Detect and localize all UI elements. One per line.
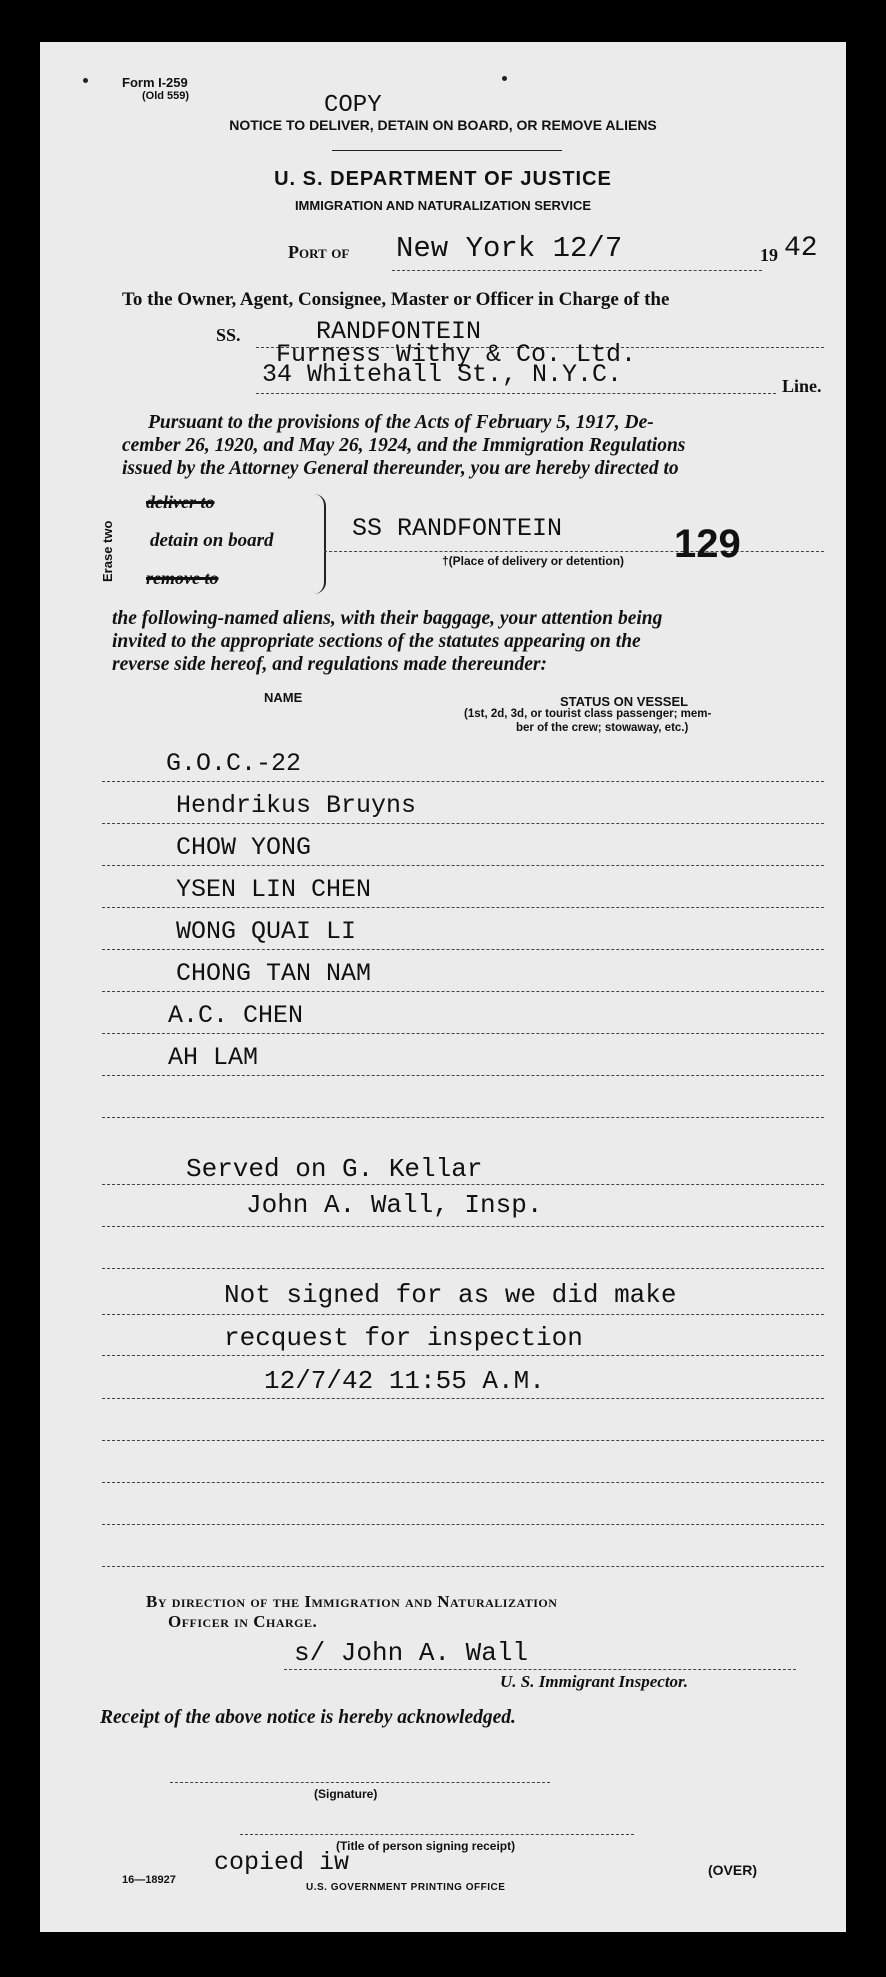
place-field-line [324,551,824,552]
year-value: 42 [784,233,818,264]
row-rule [102,1314,824,1315]
place-caption: †(Place of delivery or detention) [442,554,625,568]
over-label: (OVER) [708,1862,757,1878]
title-caption: (Title of person signing receipt) [336,1839,516,1853]
receipt-text: Receipt of the above notice is hereby acknowledged. [100,1707,516,1728]
direction-line-1: By direction of the Immigration and Naturalization [146,1592,558,1611]
row-rule [102,1355,824,1356]
row-rule [102,1482,824,1483]
following-line-1: the following-named aliens, with their baggage, your attention being [112,608,663,629]
alien-name: CHONG TAN NAM [176,959,372,988]
name-column-header: NAME [264,690,303,705]
row-rule [102,1268,824,1269]
alien-name: CHOW YONG [176,833,312,862]
row-rule [102,1184,824,1185]
pursuant-line-2: cember 26, 1920, and May 26, 1924, and the Immigration Regulations [122,435,686,456]
port-value: New York 12/7 [396,232,623,265]
form-number: Form I-259 [122,75,188,90]
row-rule [102,1524,824,1525]
erase-note: Erase two [100,520,115,582]
direction-line-2: Officer in Charge. [168,1612,318,1631]
alien-name: WONG QUAI LI [176,917,357,946]
footer-code: 16—18927 [122,1874,176,1886]
row-rule [102,991,824,992]
row-rule [102,1566,824,1567]
status-note-2: ber of the crew; stowaway, etc.) [516,722,689,734]
department-title: U. S. DEPARTMENT OF JUSTICE [274,168,612,190]
copy-stamp: COPY [324,92,382,119]
signature-line [284,1669,796,1670]
line-label: Line. [782,376,822,396]
row-rule [102,907,824,908]
port-field-line [392,270,762,271]
agent-line-1: Furness Withy & Co. Ltd. [276,340,637,369]
service-title: IMMIGRATION AND NATURALIZATION SERVICE [294,198,592,213]
status-column-header: STATUS ON VESSEL [560,694,689,709]
punch-dot [502,76,507,81]
directive-brace [312,494,326,594]
receipt-title-line [240,1834,634,1835]
row-rule [102,949,824,950]
punch-dot [83,78,88,83]
row-rule [102,1226,824,1227]
row-rule [102,1033,824,1034]
row-rule [102,1440,824,1441]
row-rule [102,1117,824,1118]
alien-name: A.C. CHEN [168,1001,304,1030]
alien-name: AH LAM [168,1043,259,1072]
receipt-signature-line [170,1782,550,1783]
following-line-2: invited to the appropriate sections of the statutes appearing on the [112,631,641,652]
not-signed-note: Not signed for as we did make [224,1280,677,1310]
pursuant-line-1: Pursuant to the provisions of the Acts of February 5, 1917, De- [148,412,654,433]
option-detain: detain on board [150,530,274,551]
inspector-title: U. S. Immigrant Inspector. [500,1672,688,1691]
ship-name: RANDFONTEIN [316,317,482,346]
place-value: SS RANDFONTEIN [352,514,563,543]
addressee-line: To the Owner, Agent, Consignee, Master or Officer in Charge of the [122,289,670,310]
option-deliver: deliver to [146,492,215,512]
option-remove: remove to [146,568,219,588]
printer-line: U.S. GOVERNMENT PRINTING OFFICE [306,1882,506,1893]
row-rule [102,865,824,866]
row-rule [102,823,824,824]
pursuant-line-3: issued by the Attorney General thereunder, you are hereby directed to [122,458,679,479]
request-note: recquest for inspection [224,1323,583,1353]
inspector-signature: s/ John A. Wall [294,1638,529,1668]
alien-name: YSEN LIN CHEN [176,875,372,904]
header-rule [332,150,562,151]
following-line-3: reverse side hereof, and regulations made thereunder: [112,654,547,675]
form-page [40,42,846,1932]
row-rule [102,1398,824,1399]
row-rule [102,1075,824,1076]
inspector-note: John A. Wall, Insp. [246,1190,543,1220]
alien-name: Hendrikus Bruyns [176,791,417,820]
datetime-note: 12/7/42 11:55 A.M. [264,1366,545,1396]
signature-caption: (Signature) [314,1787,378,1801]
copied-note: copied iw [214,1848,350,1877]
alien-name: G.O.C.-22 [166,749,302,778]
ss-label: SS. [216,325,241,345]
agent-line-2: 34 Whitehall St., N.Y.C. [262,360,623,389]
row-rule [102,781,824,782]
port-label: Port of [288,242,350,262]
year-prefix: 19 [760,245,778,265]
served-note: Served on G. Kellar [186,1154,483,1184]
form-title: NOTICE TO DELIVER, DETAIN ON BOARD, OR REMOVE ALIENS [229,117,657,133]
status-note-1: (1st, 2d, 3d, or tourist class passenger; mem- [464,708,712,720]
stamp-number: 129 [674,522,741,566]
agent-line-rule [256,393,776,394]
form-old-number: (Old 559) [142,90,190,102]
